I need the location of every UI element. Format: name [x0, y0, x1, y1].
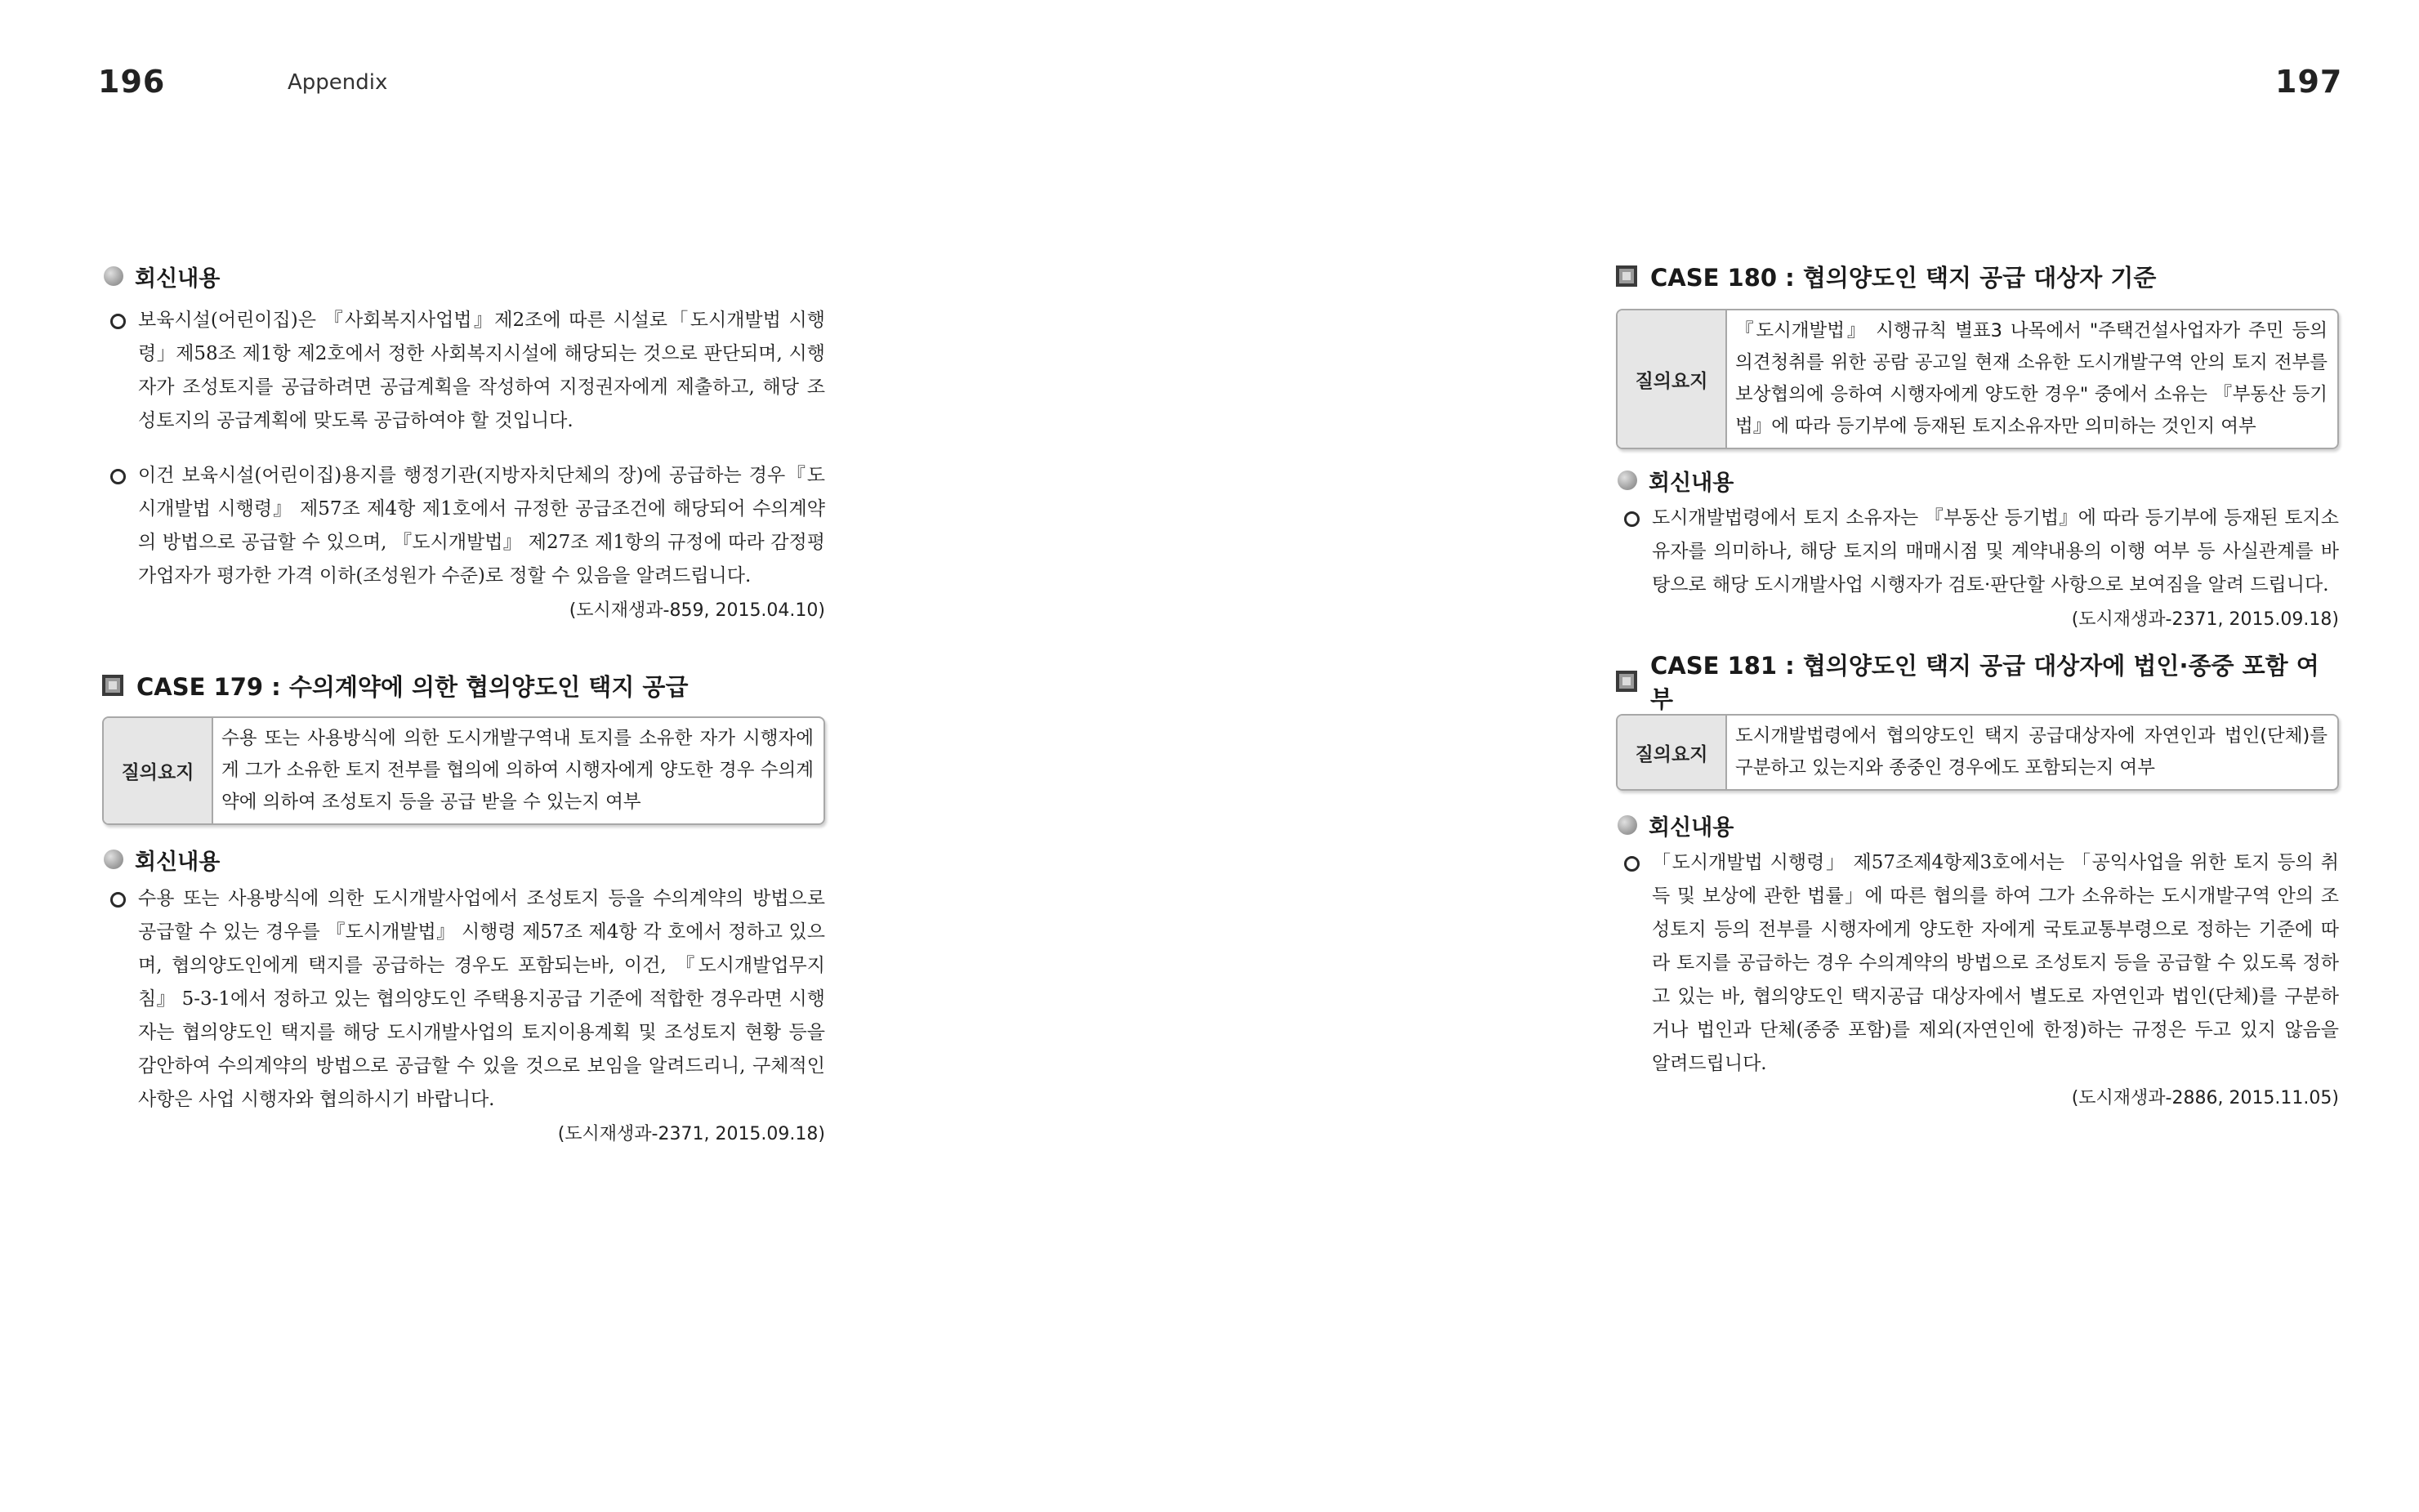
case-square-icon [102, 675, 123, 696]
case-180-title: CASE 180 : 협의양도인 택지 공급 대상자 기준 [1650, 263, 2157, 292]
reply-item-text: 보육시설(어린이집)은 『사회복지사업법』제2조에 따른 시설로「도시개발법 시행령」제58조 제1항 제2호에서 정한 사회복지시설에 해당되는 것으로 판단되며, 시행자가 조성토지를 공급하려면 공급계획을 작성하여 지정권자에게 제출하고, 해당 조성토지의 공급계획에 맞도록 공급하여야 할 것입니다. [138, 310, 825, 431]
case-179-heading [102, 669, 825, 702]
circle-bullet-icon [1624, 856, 1640, 872]
reply-item [102, 304, 825, 438]
reply-heading-label: 회신내용 [135, 265, 221, 292]
case-179-query-box [102, 716, 825, 825]
grey-bullet-icon [104, 266, 123, 286]
case-181-title: CASE 181 : 협의양도인 택지 공급 대상자에 법인·종중 포함 여부 [1650, 652, 2319, 713]
query-label: 질의요지 [104, 718, 213, 823]
reply-heading-label: 회신내용 [1649, 814, 1734, 841]
case-180-heading [1616, 260, 2339, 292]
source-citation: (도시재생과-2371, 2015.09.18) [557, 1124, 825, 1144]
source-citation: (도시재생과-2371, 2015.09.18) [2071, 609, 2339, 630]
reply-item [1616, 502, 2339, 602]
running-head: Appendix [288, 70, 388, 95]
circle-bullet-icon [110, 892, 126, 908]
source-citation: (도시재생과-2886, 2015.11.05) [2071, 1088, 2339, 1108]
reply-item [102, 459, 825, 593]
query-text: 『도시개발법』 시행규칙 별표3 나목에서 "주택건설사업자가 주민 등의 의견청취를 위한 공람 공고일 현재 소유한 도시개발구역 안의 토지 전부를 보상협의에 응하여 시행자에게 양도한 경우" 중에서 소유는 『부동산 등기법』에 따라 등기부에 등재된 토지소유자만 의미하는 것인지 여부 [1735, 320, 2328, 437]
reply-item [1616, 846, 2339, 1081]
circle-bullet-icon [110, 314, 126, 329]
reply-item-text: 도시개발법령에서 토지 소유자는 『부동산 등기법』에 따라 등기부에 등재된 토지소유자를 의미하나, 해당 토지의 매매시점 및 계약내용의 이행 여부 등 사실관계를 바탕으로 해당 도시개발사업 시행자가 검토·판단할 사항으로 보여짐을 알려 드립니다. [1652, 507, 2339, 595]
grey-bullet-icon [1618, 471, 1637, 490]
reply-item-text: 수용 또는 사용방식에 의한 도시개발사업에서 조성토지 등을 수의계약의 방법으로 공급할 수 있는 경우를 『도시개발법』 시행령 제57조 제4항 각 호에서 정하고 있으며, 협의양도인에게 택지를 공급하는 경우도 포함되는바, 이건, 『도시개발업무지침』 5-3-1에서 정하고 있는 협의양도인 주택용지공급 기준에 적합한 경우라면 시행자는 협의양도인 택지를 해당 도시개발사업의 토지이용계획 및 조성토지 현황 등을 감안하여 수의계약의 방법으로 공급할 수 있을 것으로 보임을 알려드리니, 구체적인 사항은 사업 시행자와 협의하시기 바랍니다. [138, 888, 825, 1110]
left-page-column [102, 260, 825, 1145]
reply-heading [1616, 464, 2339, 497]
reply-item-text: 「도시개발법 시행령」 제57조제4항제3호에서는 「공익사업을 위한 토지 등의 취득 및 보상에 관한 법률」에 따른 협의를 하여 그가 소유하는 도시개발구역 안의 조성토지 등의 전부를 시행자에게 양도한 자에게 국토교통부령으로 정하는 기준에 따라 토지를 공급하는 경우 수의계약의 방법으로 조성토지 등을 공급할 수 있도록 정하고 있는 바, 협의양도인 택지공급 대상자에서 별도로 자연인과 법인(단체)를 구분하거나 법인과 단체(종중 포함)를 제외(자연인에 한정)하는 규정은 두고 있지 않음을 알려드립니다. [1652, 852, 2339, 1074]
query-text: 수용 또는 사용방식에 의한 도시개발구역내 토지를 소유한 자가 시행자에게 그가 소유한 토지 전부를 협의에 의하여 시행자에게 양도한 경우 수의계약에 의하여 조성토지 등을 공급 받을 수 있는지 여부 [221, 728, 814, 813]
case-181-heading [1616, 652, 2339, 713]
reply-heading [102, 843, 825, 876]
grey-bullet-icon [1618, 815, 1637, 835]
reply-item [102, 882, 825, 1117]
reply-heading-label: 회신내용 [135, 849, 221, 875]
query-label: 질의요지 [1618, 310, 1727, 448]
grey-bullet-icon [104, 850, 123, 869]
reply-item-text: 이건 보육시설(어린이집)용지를 행정기관(지방자치단체의 장)에 공급하는 경우『도시개발법 시행령』 제57조 제4항 제1호에서 규정한 공급조건에 해당되어 수의계약의 방법으로 공급할 수 있으며, 『도시개발법』 제27조 제1항의 규정에 따라 감정평가업자가 평가한 가격 이하(조성원가 수준)로 정할 수 있음을 알려드립니다. [138, 465, 825, 587]
case-179-title: CASE 179 : 수의계약에 의한 협의양도인 택지 공급 [136, 672, 689, 701]
circle-bullet-icon [110, 469, 126, 484]
query-label: 질의요지 [1618, 716, 1727, 789]
case-square-icon [1616, 671, 1637, 692]
right-page-column [1616, 260, 2339, 1109]
source-citation: (도시재생과-859, 2015.04.10) [569, 600, 825, 621]
case-square-icon [1616, 265, 1637, 287]
page-number-right: 197 [2275, 64, 2343, 100]
case-181-query-box [1616, 714, 2339, 791]
page-number-left: 196 [98, 64, 166, 100]
reply-heading-label: 회신내용 [1649, 470, 1734, 496]
reply-heading [1616, 809, 2339, 841]
reply-heading [102, 260, 825, 292]
query-text: 도시개발법령에서 협의양도인 택지 공급대상자에 자연인과 법인(단체)를 구분하고 있는지와 종중인 경우에도 포함되는지 여부 [1735, 725, 2328, 778]
case-180-query-box [1616, 309, 2339, 449]
circle-bullet-icon [1624, 511, 1640, 527]
